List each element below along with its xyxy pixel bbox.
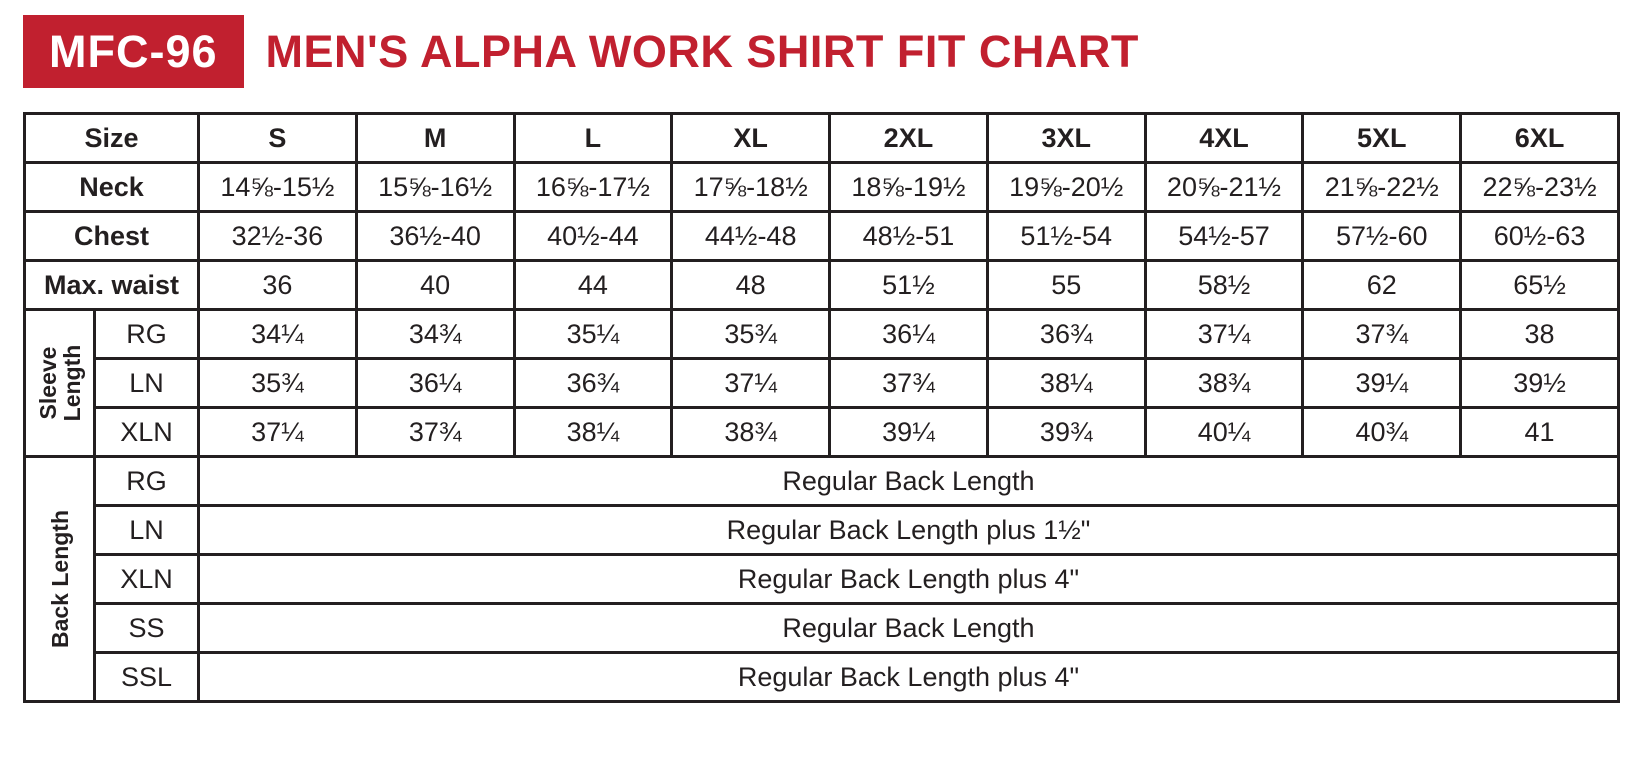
- back-length-group-cell: [25, 457, 95, 702]
- value-cell: 36½-40: [356, 212, 514, 261]
- value-cell: 39¾: [987, 408, 1145, 457]
- back-ssl-label: SSL: [95, 653, 199, 702]
- value-cell: 37¼: [1145, 310, 1303, 359]
- fit-chart-table: [23, 112, 1620, 703]
- back-ssl-row: [25, 653, 1619, 702]
- value-cell: 35¾: [672, 310, 830, 359]
- size-cell-2xl: 2XL: [830, 114, 988, 163]
- value-cell: 36¾: [987, 310, 1145, 359]
- back-xln-row: [25, 555, 1619, 604]
- sleeve-xln-label: XLN: [95, 408, 199, 457]
- back-ss-row: [25, 604, 1619, 653]
- size-cell-4xl: 4XL: [1145, 114, 1303, 163]
- value-cell: 57½-60: [1303, 212, 1461, 261]
- value-cell: 14⅝-15½: [199, 163, 357, 212]
- value-cell: 38¼: [514, 408, 672, 457]
- value-cell: 35¼: [514, 310, 672, 359]
- back-rg-label: RG: [95, 457, 199, 506]
- value-cell: 44: [514, 261, 672, 310]
- value-cell: 36¾: [514, 359, 672, 408]
- value-cell: 58½: [1145, 261, 1303, 310]
- value-cell: 35¾: [199, 359, 357, 408]
- value-cell: 37¾: [1303, 310, 1461, 359]
- value-cell: 37¾: [830, 359, 988, 408]
- size-cell-6xl: 6XL: [1461, 114, 1619, 163]
- back-rg-text: Regular Back Length: [199, 457, 1619, 506]
- value-cell: 65½: [1461, 261, 1619, 310]
- back-ln-text: Regular Back Length plus 1½": [199, 506, 1619, 555]
- value-cell: 55: [987, 261, 1145, 310]
- value-cell: 38¾: [672, 408, 830, 457]
- value-cell: 36: [199, 261, 357, 310]
- back-ssl-text: Regular Back Length plus 4": [199, 653, 1619, 702]
- back-xln-label: XLN: [95, 555, 199, 604]
- value-cell: 32½-36: [199, 212, 357, 261]
- page-title: MEN'S ALPHA WORK SHIRT FIT CHART: [265, 26, 1139, 77]
- neck-row-label: Neck: [25, 163, 199, 212]
- sleeve-length-group-label: Sleeve Length: [34, 344, 85, 422]
- size-cell-5xl: 5XL: [1303, 114, 1461, 163]
- value-cell: 54½-57: [1145, 212, 1303, 261]
- max-waist-row: [25, 261, 1619, 310]
- value-cell: 39½: [1461, 359, 1619, 408]
- value-cell: 48: [672, 261, 830, 310]
- size-cell-3xl: 3XL: [987, 114, 1145, 163]
- value-cell: 36¼: [356, 359, 514, 408]
- back-length-group-label: Back Length: [46, 509, 73, 649]
- value-cell: 37¾: [356, 408, 514, 457]
- value-cell: 39¼: [1303, 359, 1461, 408]
- value-cell: 38¾: [1145, 359, 1303, 408]
- value-cell: 38: [1461, 310, 1619, 359]
- size-cell-xl: XL: [672, 114, 830, 163]
- value-cell: 40½-44: [514, 212, 672, 261]
- value-cell: 48½-51: [830, 212, 988, 261]
- back-ln-label: LN: [95, 506, 199, 555]
- value-cell: 51½-54: [987, 212, 1145, 261]
- size-cell-m: M: [356, 114, 514, 163]
- value-cell: 37¼: [199, 408, 357, 457]
- value-cell: 44½-48: [672, 212, 830, 261]
- value-cell: 16⅝-17½: [514, 163, 672, 212]
- value-cell: 22⅝-23½: [1461, 163, 1619, 212]
- value-cell: 34¾: [356, 310, 514, 359]
- value-cell: 15⅝-16½: [356, 163, 514, 212]
- value-cell: 39¼: [830, 408, 988, 457]
- value-cell: 37¼: [672, 359, 830, 408]
- value-cell: 40¾: [1303, 408, 1461, 457]
- value-cell: 21⅝-22½: [1303, 163, 1461, 212]
- value-cell: 51½: [830, 261, 988, 310]
- size-header-row: [25, 114, 1619, 163]
- sleeve-ln-row: [25, 359, 1619, 408]
- value-cell: 41: [1461, 408, 1619, 457]
- max-waist-row-label: Max. waist: [25, 261, 199, 310]
- back-xln-text: Regular Back Length plus 4": [199, 555, 1619, 604]
- chest-row: [25, 212, 1619, 261]
- value-cell: 62: [1303, 261, 1461, 310]
- value-cell: 60½-63: [1461, 212, 1619, 261]
- value-cell: 20⅝-21½: [1145, 163, 1303, 212]
- size-header-cell: Size: [25, 114, 199, 163]
- sleeve-length-group-cell: [25, 310, 95, 457]
- back-ss-label: SS: [95, 604, 199, 653]
- value-cell: 40: [356, 261, 514, 310]
- size-cell-s: S: [199, 114, 357, 163]
- sleeve-rg-row: [25, 310, 1619, 359]
- neck-row: [25, 163, 1619, 212]
- back-ln-row: [25, 506, 1619, 555]
- value-cell: 40¼: [1145, 408, 1303, 457]
- sleeve-xln-row: [25, 408, 1619, 457]
- value-cell: 36¼: [830, 310, 988, 359]
- value-cell: 17⅝-18½: [672, 163, 830, 212]
- back-ss-text: Regular Back Length: [199, 604, 1619, 653]
- value-cell: 34¼: [199, 310, 357, 359]
- sleeve-ln-label: LN: [95, 359, 199, 408]
- product-code-badge: MFC-96: [23, 15, 244, 88]
- back-rg-row: [25, 457, 1619, 506]
- value-cell: 19⅝-20½: [987, 163, 1145, 212]
- size-cell-l: L: [514, 114, 672, 163]
- value-cell: 18⅝-19½: [830, 163, 988, 212]
- page-header: [23, 15, 1620, 88]
- value-cell: 38¼: [987, 359, 1145, 408]
- chest-row-label: Chest: [25, 212, 199, 261]
- sleeve-rg-label: RG: [95, 310, 199, 359]
